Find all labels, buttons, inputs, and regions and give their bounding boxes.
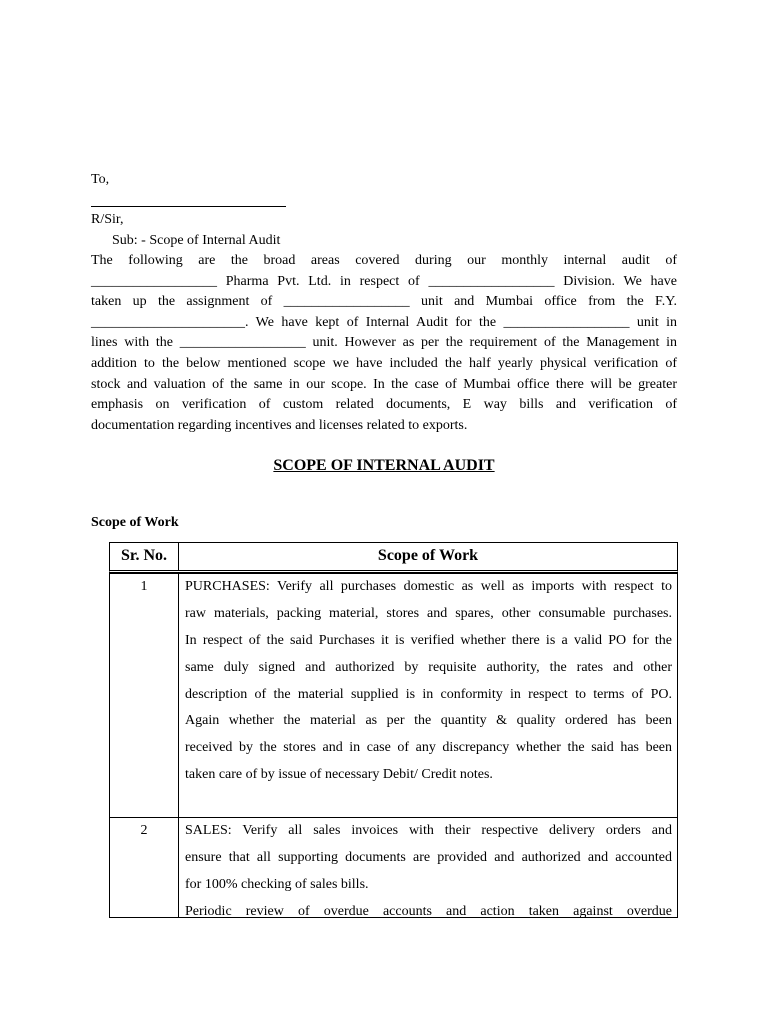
row-text-line: PURCHASES: Verify all purchases domestic as well as imports with respect to <box>185 579 672 594</box>
row-text-line: same duly signed and authorized by requisite authority, the rates and other <box>185 659 672 675</box>
row-text-line: In respect of the said Purchases it is verified whether there is a valid PO for the <box>185 632 672 648</box>
paragraph-line: documentation regarding incentives and licenses related to exports. <box>91 417 468 433</box>
header-sr-no: Sr. No. <box>110 543 179 571</box>
row-text-line: for 100% checking of sales bills. <box>185 876 369 892</box>
row-text <box>185 818 672 926</box>
scope-of-work-label: Scope of Work <box>91 515 179 530</box>
row-text-line: Periodic review of overdue accounts and action taken against overdue <box>185 903 672 919</box>
letter-to: To, <box>91 172 110 187</box>
row-text-line: received by the stores and in case of any discrepancy whether the said has been <box>185 740 672 756</box>
recipient-blank-line <box>91 206 286 207</box>
row-text-line: SALES: Verify all sales invoices with their respective delivery orders and <box>185 823 672 838</box>
paragraph-line: __________________ Pharma Pvt. Ltd. in respect of __________________ Division. We have <box>91 273 677 289</box>
paragraph-line: lines with the __________________ unit. However as per the requirement of the Management in <box>91 335 677 351</box>
paragraph-line: ______________________. We have kept of Internal Audit for the __________________ unit in <box>91 314 677 330</box>
table-row <box>109 817 678 918</box>
letter-salutation: R/Sir, <box>91 212 124 227</box>
table-header <box>109 542 678 573</box>
paragraph-line: stock and valuation of the same in our scope. In the case of Mumbai office there will be greater <box>91 376 677 392</box>
section-heading: SCOPE OF INTERNAL AUDIT <box>273 457 495 474</box>
header-scope-of-work: Scope of Work <box>377 547 479 564</box>
row-text <box>185 574 672 789</box>
row-text-line: Again whether the material as per the quantity & quality ordered has been <box>185 713 672 729</box>
row-number: 1 <box>110 574 179 817</box>
intro-paragraph <box>91 251 677 436</box>
paragraph-line: The following are the broad areas covered during our monthly internal audit of <box>91 253 677 268</box>
table-row <box>109 573 678 818</box>
paragraph-line: taken up the assignment of __________________ unit and Mumbai office from the F.Y. <box>91 294 677 310</box>
paragraph-line: addition to the below mentioned scope we have included the half yearly physical verification of <box>91 355 677 371</box>
paragraph-line: emphasis on verification of custom related documents, E way bills and verification of <box>91 397 677 413</box>
row-number: 2 <box>110 818 179 917</box>
row-text-line: raw materials, packing material, stores and spares, other consumable purchases. <box>185 605 672 621</box>
row-text-line: taken care of by issue of necessary Debit/ Credit notes. <box>185 767 493 783</box>
row-text-line: ensure that all supporting documents are provided and authorized and accounted <box>185 849 672 865</box>
row-text-line: description of the material supplied is in conformity in respect to terms of PO. <box>185 686 672 702</box>
letter-subject: Sub: - Scope of Internal Audit <box>112 233 281 248</box>
